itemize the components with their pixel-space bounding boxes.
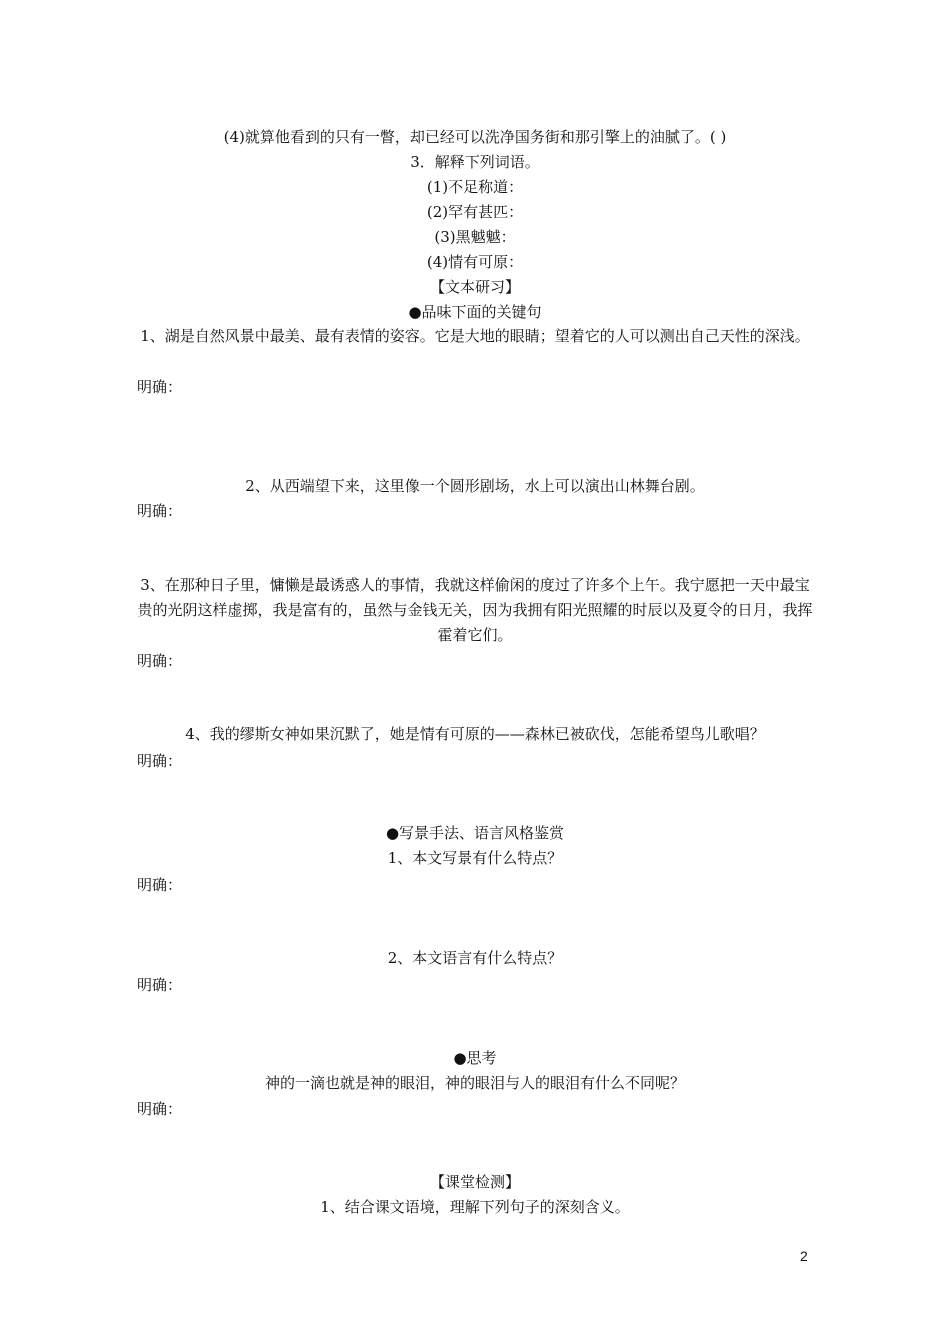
section-3-title: 3．解释下列词语。 <box>410 153 540 171</box>
question-4: (4)就算他看到的只有一瞥，却已经可以洗净国务街和那引擎上的油腻了。( ) <box>223 128 727 146</box>
think-question: 神的一滴也就是神的眼泪，神的眼泪与人的眼泪有什么不同呢？ <box>264 1074 685 1092</box>
style-heading: ●写景手法、语言风格鉴赏 <box>385 824 565 842</box>
style-question-2: 2、本文语言有什么特点？ <box>387 949 563 967</box>
word-2: (2)罕有甚匹： <box>426 203 524 221</box>
word-3: (3)黑魆魆： <box>434 228 516 246</box>
answer-label-5: 明确： <box>137 876 183 894</box>
style-question-1: 1、本文写景有什么特点？ <box>387 849 563 867</box>
answer-label-6: 明确： <box>137 976 183 994</box>
text-study-heading: 【文本研习】 <box>429 278 520 296</box>
word-4: (4)情有可原： <box>426 253 524 271</box>
answer-label-7: 明确： <box>137 1100 183 1118</box>
test-question-1: 1、结合课文语境，理解下列句子的深刻含义。 <box>320 1198 630 1216</box>
word-1: (1)不足称道： <box>426 178 524 196</box>
key-sentence-3: 3、在那种日子里，慵懒是最诱惑人的事情，我就这样偷闲的度过了许多个上午。我宁愿把一天中最宝贵的光阴这样虚掷，我是富有的，虽然与金钱无关，因为我拥有阳光照耀的时辰以及夏令的日月，我挥霍着它们。 <box>137 576 813 644</box>
answer-label-3: 明确： <box>137 652 183 670</box>
answer-label-1: 明确： <box>137 378 183 396</box>
answer-label-2: 明确： <box>137 502 183 520</box>
answer-label-4: 明确： <box>137 752 183 770</box>
think-heading: ●思考 <box>453 1049 497 1067</box>
key-sentence-heading: ●品味下面的关键句 <box>408 303 542 321</box>
key-sentence-2: 2、从西端望下来，这里像一个圆形剧场，水上可以演出山林舞台剧。 <box>245 477 705 495</box>
class-test-heading: 【课堂检测】 <box>429 1173 520 1191</box>
key-sentence-1: 1、湖是自然风景中最美、最有表情的姿容。它是大地的眼睛；望着它的人可以测出自己天性的深浅。 <box>140 327 810 345</box>
key-sentence-4: 4、我的缪斯女神如果沉默了，她是情有可原的——森林已被砍伐，怎能希望鸟儿歌唱？ <box>185 725 765 743</box>
page-number: 2 <box>800 1248 808 1264</box>
